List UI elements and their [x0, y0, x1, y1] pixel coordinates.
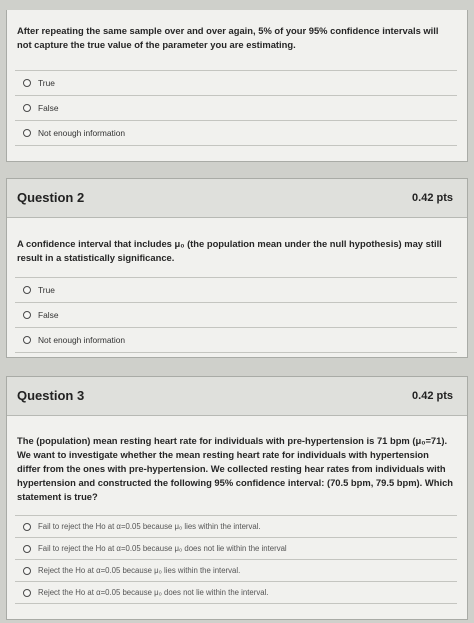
question-1-options: [15, 70, 457, 146]
question-3-header: [7, 377, 467, 416]
question-1-card: [6, 10, 468, 162]
radio-button[interactable]: [23, 79, 31, 87]
radio-button[interactable]: [23, 336, 31, 344]
radio-button[interactable]: [23, 523, 31, 531]
question-title: Question 2: [17, 190, 85, 205]
question-points: 0.42 pts: [412, 192, 453, 204]
option-label: True: [38, 285, 55, 295]
question-3-options: [15, 515, 457, 604]
question-3-card: [6, 376, 468, 620]
option-not-enough-information[interactable]: [15, 327, 457, 353]
option-not-enough-information[interactable]: [15, 120, 457, 146]
question-2-options: [15, 277, 457, 353]
radio-button[interactable]: [23, 104, 31, 112]
option-label: Reject the Ho at α=0.05 because μ₀ lies within the interval.: [38, 566, 241, 575]
option-fail-to-reject-not-within[interactable]: [15, 537, 457, 559]
option-true[interactable]: [15, 70, 457, 95]
question-title: Question 3: [17, 388, 85, 403]
option-label: Not enough information: [38, 335, 126, 345]
question-points: 0.42 pts: [412, 390, 453, 402]
option-label: False: [38, 103, 59, 113]
radio-button[interactable]: [23, 545, 31, 553]
radio-button[interactable]: [23, 286, 31, 294]
radio-button[interactable]: [23, 589, 31, 597]
radio-button[interactable]: [23, 311, 31, 319]
question-3-text: The (population) mean resting heart rate for individuals with pre-hypertension is 71 bpm (μ₀=71). We want to investigate whether the mean resting heart rate for individuals with hypertension differ from the ones with pre-hypertension. We collected resting hear rates from individuals with hypertension and constructed the following 95% confidence interval: (70.5 bpm, 79.5 bpm). Which statement is true?: [17, 435, 454, 502]
option-reject-not-within[interactable]: [15, 581, 457, 604]
question-1-text: After repeating the same sample over and over again, 5% of your 95% confidence intervals will not capture the true value of the parameter you are estimating.: [17, 25, 439, 50]
option-false[interactable]: [15, 302, 457, 327]
option-label: True: [38, 78, 55, 88]
question-2-card: [6, 178, 468, 358]
option-true[interactable]: [15, 277, 457, 302]
question-2-text: A confidence interval that includes μ₀ (the population mean under the null hypothesis) may still result in a statistically significance.: [17, 238, 442, 263]
option-reject-lies-within[interactable]: [15, 559, 457, 581]
option-label: Fail to reject the Ho at α=0.05 because μ₀ does not lie within the interval: [38, 544, 287, 553]
option-label: Reject the Ho at α=0.05 because μ₀ does not lie within the interval.: [38, 588, 269, 597]
option-label: Not enough information: [38, 128, 126, 138]
radio-button[interactable]: [23, 567, 31, 575]
option-fail-to-reject-lies-within[interactable]: [15, 515, 457, 537]
radio-button[interactable]: [23, 129, 31, 137]
option-label: False: [38, 310, 59, 320]
option-false[interactable]: [15, 95, 457, 120]
question-2-header: [7, 179, 467, 218]
option-label: Fail to reject the Ho at α=0.05 because μ₀ lies within the interval.: [38, 522, 261, 531]
